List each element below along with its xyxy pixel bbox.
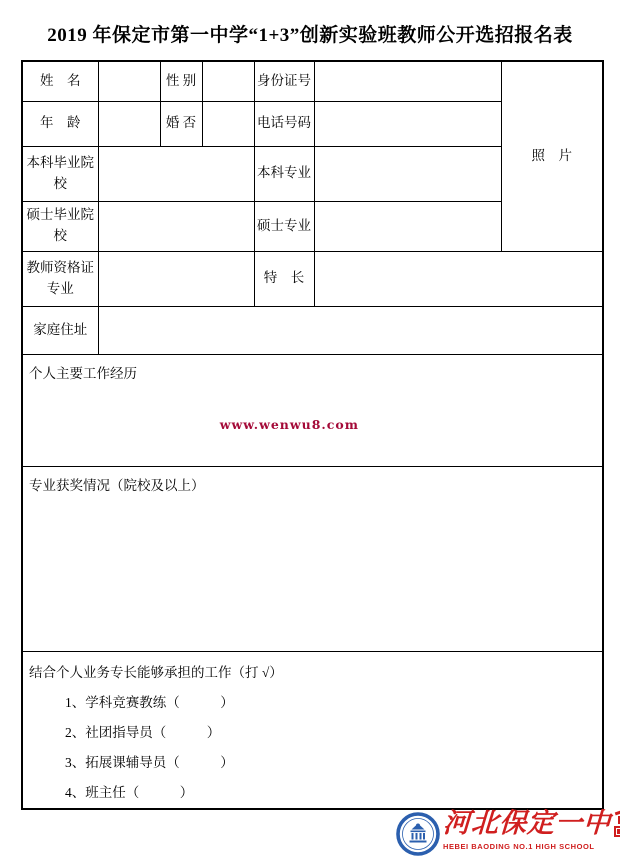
marital-label-cell: 婚 否 (160, 101, 202, 146)
school-emblem-icon (396, 812, 440, 861)
watermark: www.wenwu8.com (219, 416, 359, 432)
school-name-en: HEBEI BAODING NO.1 HIGH SCHOOL (443, 842, 595, 851)
teacher-cert-input-cell[interactable] (98, 251, 254, 306)
table-row (22, 306, 603, 354)
name-input-cell[interactable] (98, 61, 160, 101)
undergrad-school-input-cell[interactable] (98, 146, 254, 201)
photo-cell[interactable]: 照 片 (501, 61, 603, 251)
master-school-input-cell[interactable] (98, 201, 254, 251)
gender-input-cell[interactable] (202, 61, 254, 101)
table-row (22, 354, 603, 466)
master-major-input-cell[interactable] (314, 201, 501, 251)
teacher-cert-label-cell: 教师资格证专业 (22, 251, 98, 306)
work-experience-section[interactable] (22, 354, 603, 466)
school-name-cn: 河北保定一中 (442, 808, 612, 838)
work-experience-label: 个人主要工作经历 (29, 365, 137, 381)
page-title: 2019 年保定市第一中学“1+3”创新实验班教师公开选招报名表 (47, 25, 573, 46)
table-row (22, 251, 603, 306)
checklist-item-head-teacher[interactable]: 4、班主任（ ） (65, 784, 194, 800)
id-number-input-cell[interactable] (314, 61, 501, 101)
awards-label: 专业获奖情况（院校及以上） (29, 477, 205, 493)
checklist-item-club-instructor[interactable]: 2、社团指导员（ ） (65, 724, 221, 740)
school-logo (396, 810, 620, 860)
checklist-title: 结合个人业务专长能够承担的工作（打 √） (29, 664, 283, 680)
checklist-item-extension-tutor[interactable]: 3、拓展课辅导员（ ） (65, 754, 234, 770)
age-input-cell[interactable] (98, 101, 160, 146)
id-number-label-cell: 身份证号 (254, 61, 314, 101)
home-address-label-cell: 家庭住址 (22, 306, 98, 354)
specialty-label-cell: 特 长 (254, 251, 314, 306)
master-school-label-cell: 硕士毕业院校 (22, 201, 98, 251)
undergrad-major-label-cell: 本科专业 (254, 146, 314, 201)
table-row (22, 466, 603, 651)
artist-seal-icon (612, 811, 620, 837)
awards-section[interactable] (22, 466, 603, 651)
table-row (22, 651, 603, 809)
marital-input-cell[interactable] (202, 101, 254, 146)
phone-label-cell: 电话号码 (254, 101, 314, 146)
checklist-section (22, 651, 603, 809)
master-major-label-cell: 硕士专业 (254, 201, 314, 251)
checklist-item-competition-coach[interactable]: 1、学科竞赛教练（ ） (65, 694, 234, 710)
phone-input-cell[interactable] (314, 101, 501, 146)
home-address-input-cell[interactable] (98, 306, 603, 354)
application-form-table (21, 60, 604, 810)
table-row (22, 61, 603, 101)
age-label-cell: 年 龄 (22, 101, 98, 146)
undergrad-school-label-cell: 本科毕业院校 (22, 146, 98, 201)
specialty-input-cell[interactable] (314, 251, 603, 306)
undergrad-major-input-cell[interactable] (314, 146, 501, 201)
gender-label-cell: 性 别 (160, 61, 202, 101)
name-label-cell: 姓 名 (22, 61, 98, 101)
